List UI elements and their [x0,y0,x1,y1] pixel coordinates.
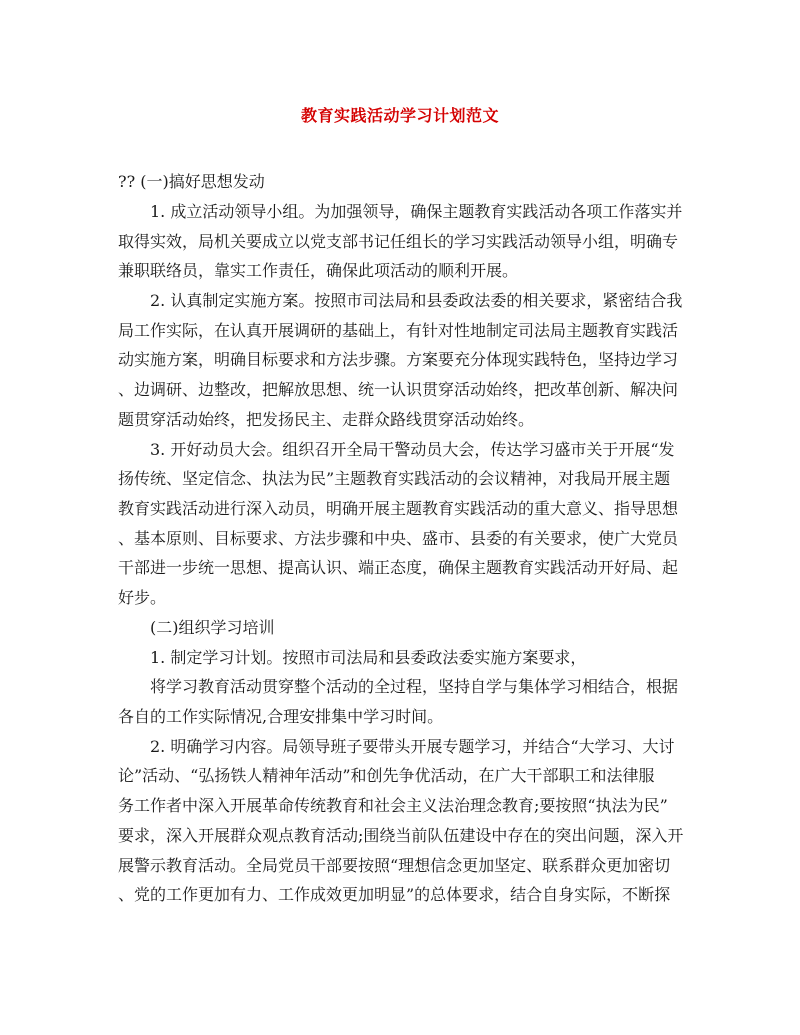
line-14: 干部进一步统一思想、提高认识、端正态度，确保主题教育实践活动开好局、起 [118,558,679,577]
line-3: 取得实效，局机关要成立以党支部书记任组长的学习实践活动领导小组，明确专 [118,232,679,251]
line-2: 1. 成立活动领导小组。为加强领导，确保主题教育实践活动各项工作落实并 [150,202,683,221]
line-20: 2. 明确学习内容。局领导班子要带头开展专题学习，并结合“大学习、大讨 [150,737,675,756]
line-22: 务工作者中深入开展革命传统教育和社会主义法治理念教育;要按照“执法为民” [118,796,668,815]
line-17: 1. 制定学习计划。按照市司法局和县委政法委实施方案要求， [150,648,587,667]
line-13: 、基本原则、目标要求、方法步骤和中央、盛市、县委的有关要求，使广大党员 [118,529,679,548]
line-16: (二)组织学习培训 [150,618,275,637]
line-12: 教育实践活动进行深入动员，明确开展主题教育实践活动的重大意义、指导思想 [118,499,679,518]
line-5: 2. 认真制定实施方案。按照市司法局和县委政法委的相关要求，紧密结合我 [150,291,683,310]
line-6: 局工作实际，在认真开展调研的基础上，有针对性地制定司法局主题教育实践活 [118,321,679,340]
line-19: 各自的工作实际情况,合理安排集中学习时间。 [118,707,444,726]
line-11: 扬传统、坚定信念、执法为民”主题教育实践活动的会议精神，对我局开展主题 [118,469,671,488]
line-9: 题贯穿活动始终，把发扬民主、走群众路线贯穿活动始终。 [118,410,535,429]
line-1: ?? (一)搞好思想发动 [118,172,265,191]
line-24: 展警示教育活动。全局党员干部要按照“理想信念更加坚定、联系群众更加密切 [118,856,671,875]
line-8: 、边调研、边整改，把解放思想、统一认识贯穿活动始终，把改革创新、解决问 [118,380,679,399]
line-4: 兼职联络员，靠实工作责任，确保此项活动的顺利开展。 [118,261,519,280]
line-10: 3. 开好动员大会。组织召开全局干警动员大会，传达学习盛市关于开展“发 [150,440,675,459]
line-21: 论”活动、“弘扬铁人精神年活动”和创先争优活动，在广大干部职工和法律服 [118,766,655,785]
line-25: 、党的工作更加有力、工作成效更加明显”的总体要求，结合自身实际，不断探 [118,885,671,904]
line-7: 动实施方案，明确目标要求和方法步骤。方案要充分体现实践特色，坚持边学习 [118,350,679,369]
line-23: 要求，深入开展群众观点教育活动;围绕当前队伍建设中存在的突出问题，深入开 [118,826,684,845]
line-15: 好步。 [118,588,167,607]
line-18: 将学习教育活动贯穿整个活动的全过程，坚持自学与集体学习相结合，根据 [150,677,679,696]
document-title: 教育实践活动学习计划范文 [300,106,499,125]
